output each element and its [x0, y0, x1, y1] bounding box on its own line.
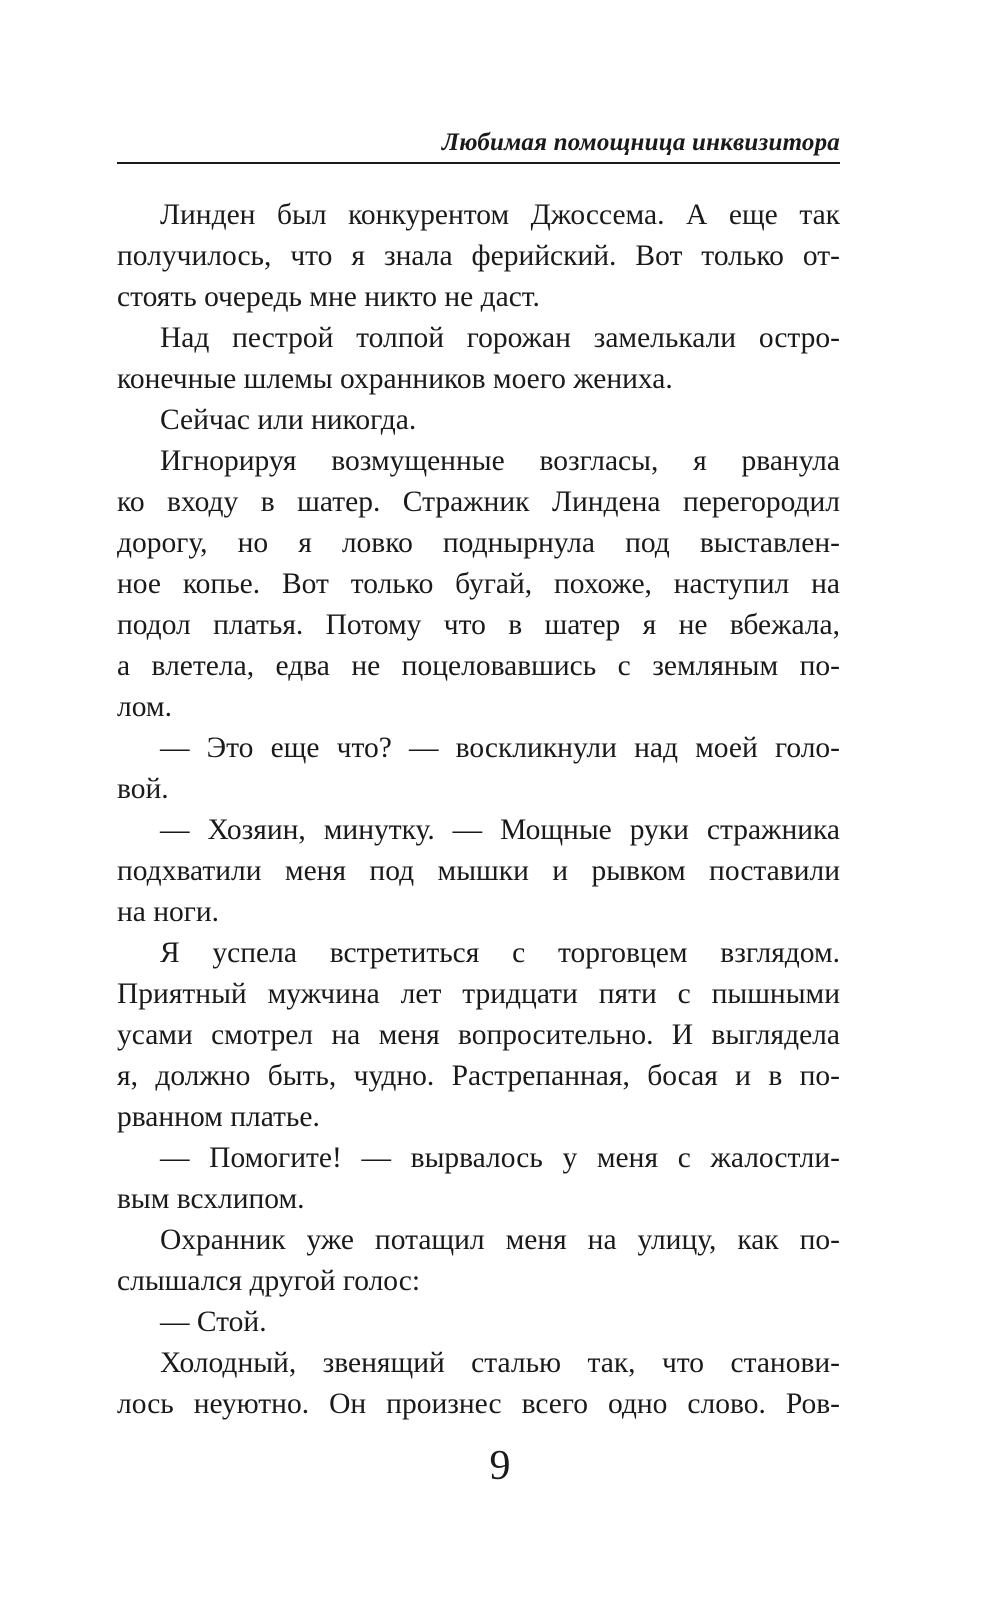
text-line: дорогу, но я ловко поднырнула под выставлен-	[117, 527, 840, 559]
paragraph	[117, 1220, 840, 1302]
paragraph	[117, 318, 840, 400]
paragraph	[117, 441, 840, 728]
text-line: Приятный мужчина лет тридцати пяти с пышными	[117, 978, 840, 1010]
paragraph	[117, 400, 840, 441]
text-line: на ноги.	[117, 896, 220, 928]
paragraph	[117, 195, 840, 318]
text-line: лом.	[117, 691, 172, 723]
text-line: конечные шлемы охранников моего жениха.	[117, 363, 673, 395]
text-line: Игнорируя возмущенные возгласы, я рванула	[160, 445, 840, 477]
text-line: — Хозяин, минутку. — Мощные руки стражника	[160, 814, 840, 846]
paragraph	[117, 1343, 840, 1425]
running-head-title: Любимая помощница инквизитора	[441, 129, 840, 156]
text-line: получилось, что я знала ферийский. Вот только от-	[117, 240, 840, 272]
text-line: слышался другой голос:	[117, 1265, 421, 1297]
text-line: ное копье. Вот только бугай, похоже, наступил на	[117, 568, 840, 600]
paragraph	[117, 1138, 840, 1220]
text-line: а влетела, едва не поцеловавшись с земляным по-	[117, 650, 840, 682]
paragraph	[117, 728, 840, 810]
text-line: стоять очередь мне никто не даст.	[117, 281, 540, 313]
text-line: ко входу в шатер. Стражник Линдена перегородил	[117, 486, 840, 518]
text-line: — Стой.	[160, 1306, 267, 1338]
text-line: рванном платье.	[117, 1101, 320, 1133]
text-line: Холодный, звенящий сталью так, что станови-	[160, 1347, 840, 1379]
text-line: я, должно быть, чудно. Растрепанная, босая и в по-	[117, 1060, 840, 1092]
text-line: Охранник уже потащил меня на улицу, как по-	[160, 1224, 840, 1256]
text-line: вым всхлипом.	[117, 1183, 305, 1215]
text-line: подол платья. Потому что в шатер я не вбежала,	[117, 609, 840, 641]
page-number: 9	[489, 1443, 511, 1489]
text-line: Над пестрой толпой горожан замелькали остро-	[160, 322, 840, 354]
text-line: лось неуютно. Он произнес всего одно слово. Ров-	[117, 1388, 840, 1420]
text-line: — Помогите! — вырвалось у меня с жалостли-	[160, 1142, 840, 1174]
text-line: вой.	[117, 773, 169, 805]
text-line: подхватили меня под мышки и рывком поставили	[117, 855, 840, 887]
paragraph	[117, 933, 840, 1138]
text-line: Я успела встретиться с торговцем взглядом.	[160, 937, 840, 969]
text-line: Линден был конкурентом Джоссема. А еще так	[160, 199, 840, 231]
text-line: Сейчас или никогда.	[160, 404, 417, 436]
body-text	[117, 195, 840, 1425]
paragraph	[117, 810, 840, 933]
header-rule	[117, 162, 840, 164]
text-line: — Это еще что? — воскликнули над моей голо-	[160, 732, 840, 764]
text-line: усами смотрел на меня вопросительно. И выглядела	[117, 1019, 840, 1051]
paragraph	[117, 1302, 840, 1343]
